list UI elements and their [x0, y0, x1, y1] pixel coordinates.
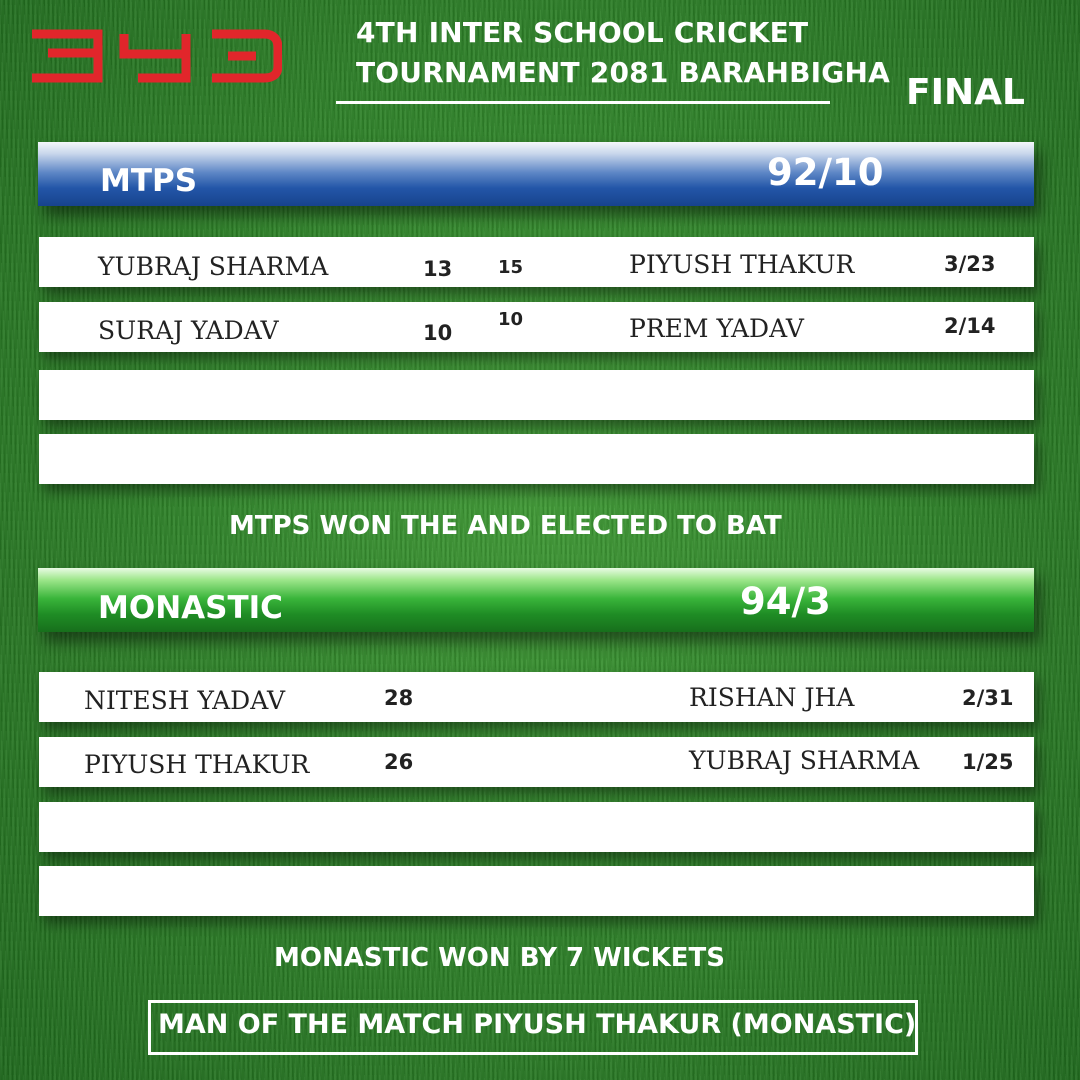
- title-underline: [336, 101, 830, 104]
- match-result: MONASTIC WON BY 7 WICKETS: [274, 943, 725, 973]
- tournament-title-line2: TOURNAMENT 2081 BARAHBIGHA: [356, 56, 890, 89]
- team-name: MTPS: [100, 163, 198, 199]
- batter-runs: 28: [384, 686, 414, 710]
- man-of-the-match-text: MAN OF THE MATCH PIYUSH THAKUR (MONASTIC): [158, 1009, 917, 1040]
- batter-balls: 10: [498, 309, 524, 330]
- batter-name: PIYUSH THAKUR: [84, 750, 310, 779]
- batter-runs: 13: [423, 257, 453, 281]
- batter-runs: 10: [423, 321, 453, 345]
- scorecard-row-empty: [39, 802, 1034, 852]
- scorecard-row-empty: [39, 370, 1034, 420]
- scorecard-row-empty: [39, 866, 1034, 916]
- bowler-figures: 1/25: [962, 750, 1014, 774]
- byd-logo: [28, 28, 282, 84]
- team-name: MONASTIC: [98, 590, 283, 626]
- bowler-figures: 2/31: [962, 686, 1014, 710]
- team-score: 94/3: [740, 580, 831, 623]
- batter-name: SURAJ YADAV: [98, 316, 279, 345]
- bowler-figures: 2/14: [944, 314, 996, 338]
- toss-note: MTPS WON THE AND ELECTED TO BAT: [229, 511, 782, 541]
- scorecard-row-empty: [39, 434, 1034, 484]
- batter-name: NITESH YADAV: [84, 686, 286, 715]
- bowler-name: PIYUSH THAKUR: [629, 250, 855, 279]
- tournament-title-line1: 4TH INTER SCHOOL CRICKET: [356, 16, 809, 49]
- stage-label: FINAL: [906, 72, 1025, 113]
- team-score: 92/10: [767, 151, 884, 194]
- bowler-name: YUBRAJ SHARMA: [689, 746, 920, 775]
- bowler-name: PREM YADAV: [629, 314, 804, 343]
- batter-runs: 26: [384, 750, 414, 774]
- bowler-name: RISHAN JHA: [689, 683, 855, 712]
- batter-balls: 15: [498, 257, 524, 278]
- batter-name: YUBRAJ SHARMA: [98, 252, 329, 281]
- bowler-figures: 3/23: [944, 252, 996, 276]
